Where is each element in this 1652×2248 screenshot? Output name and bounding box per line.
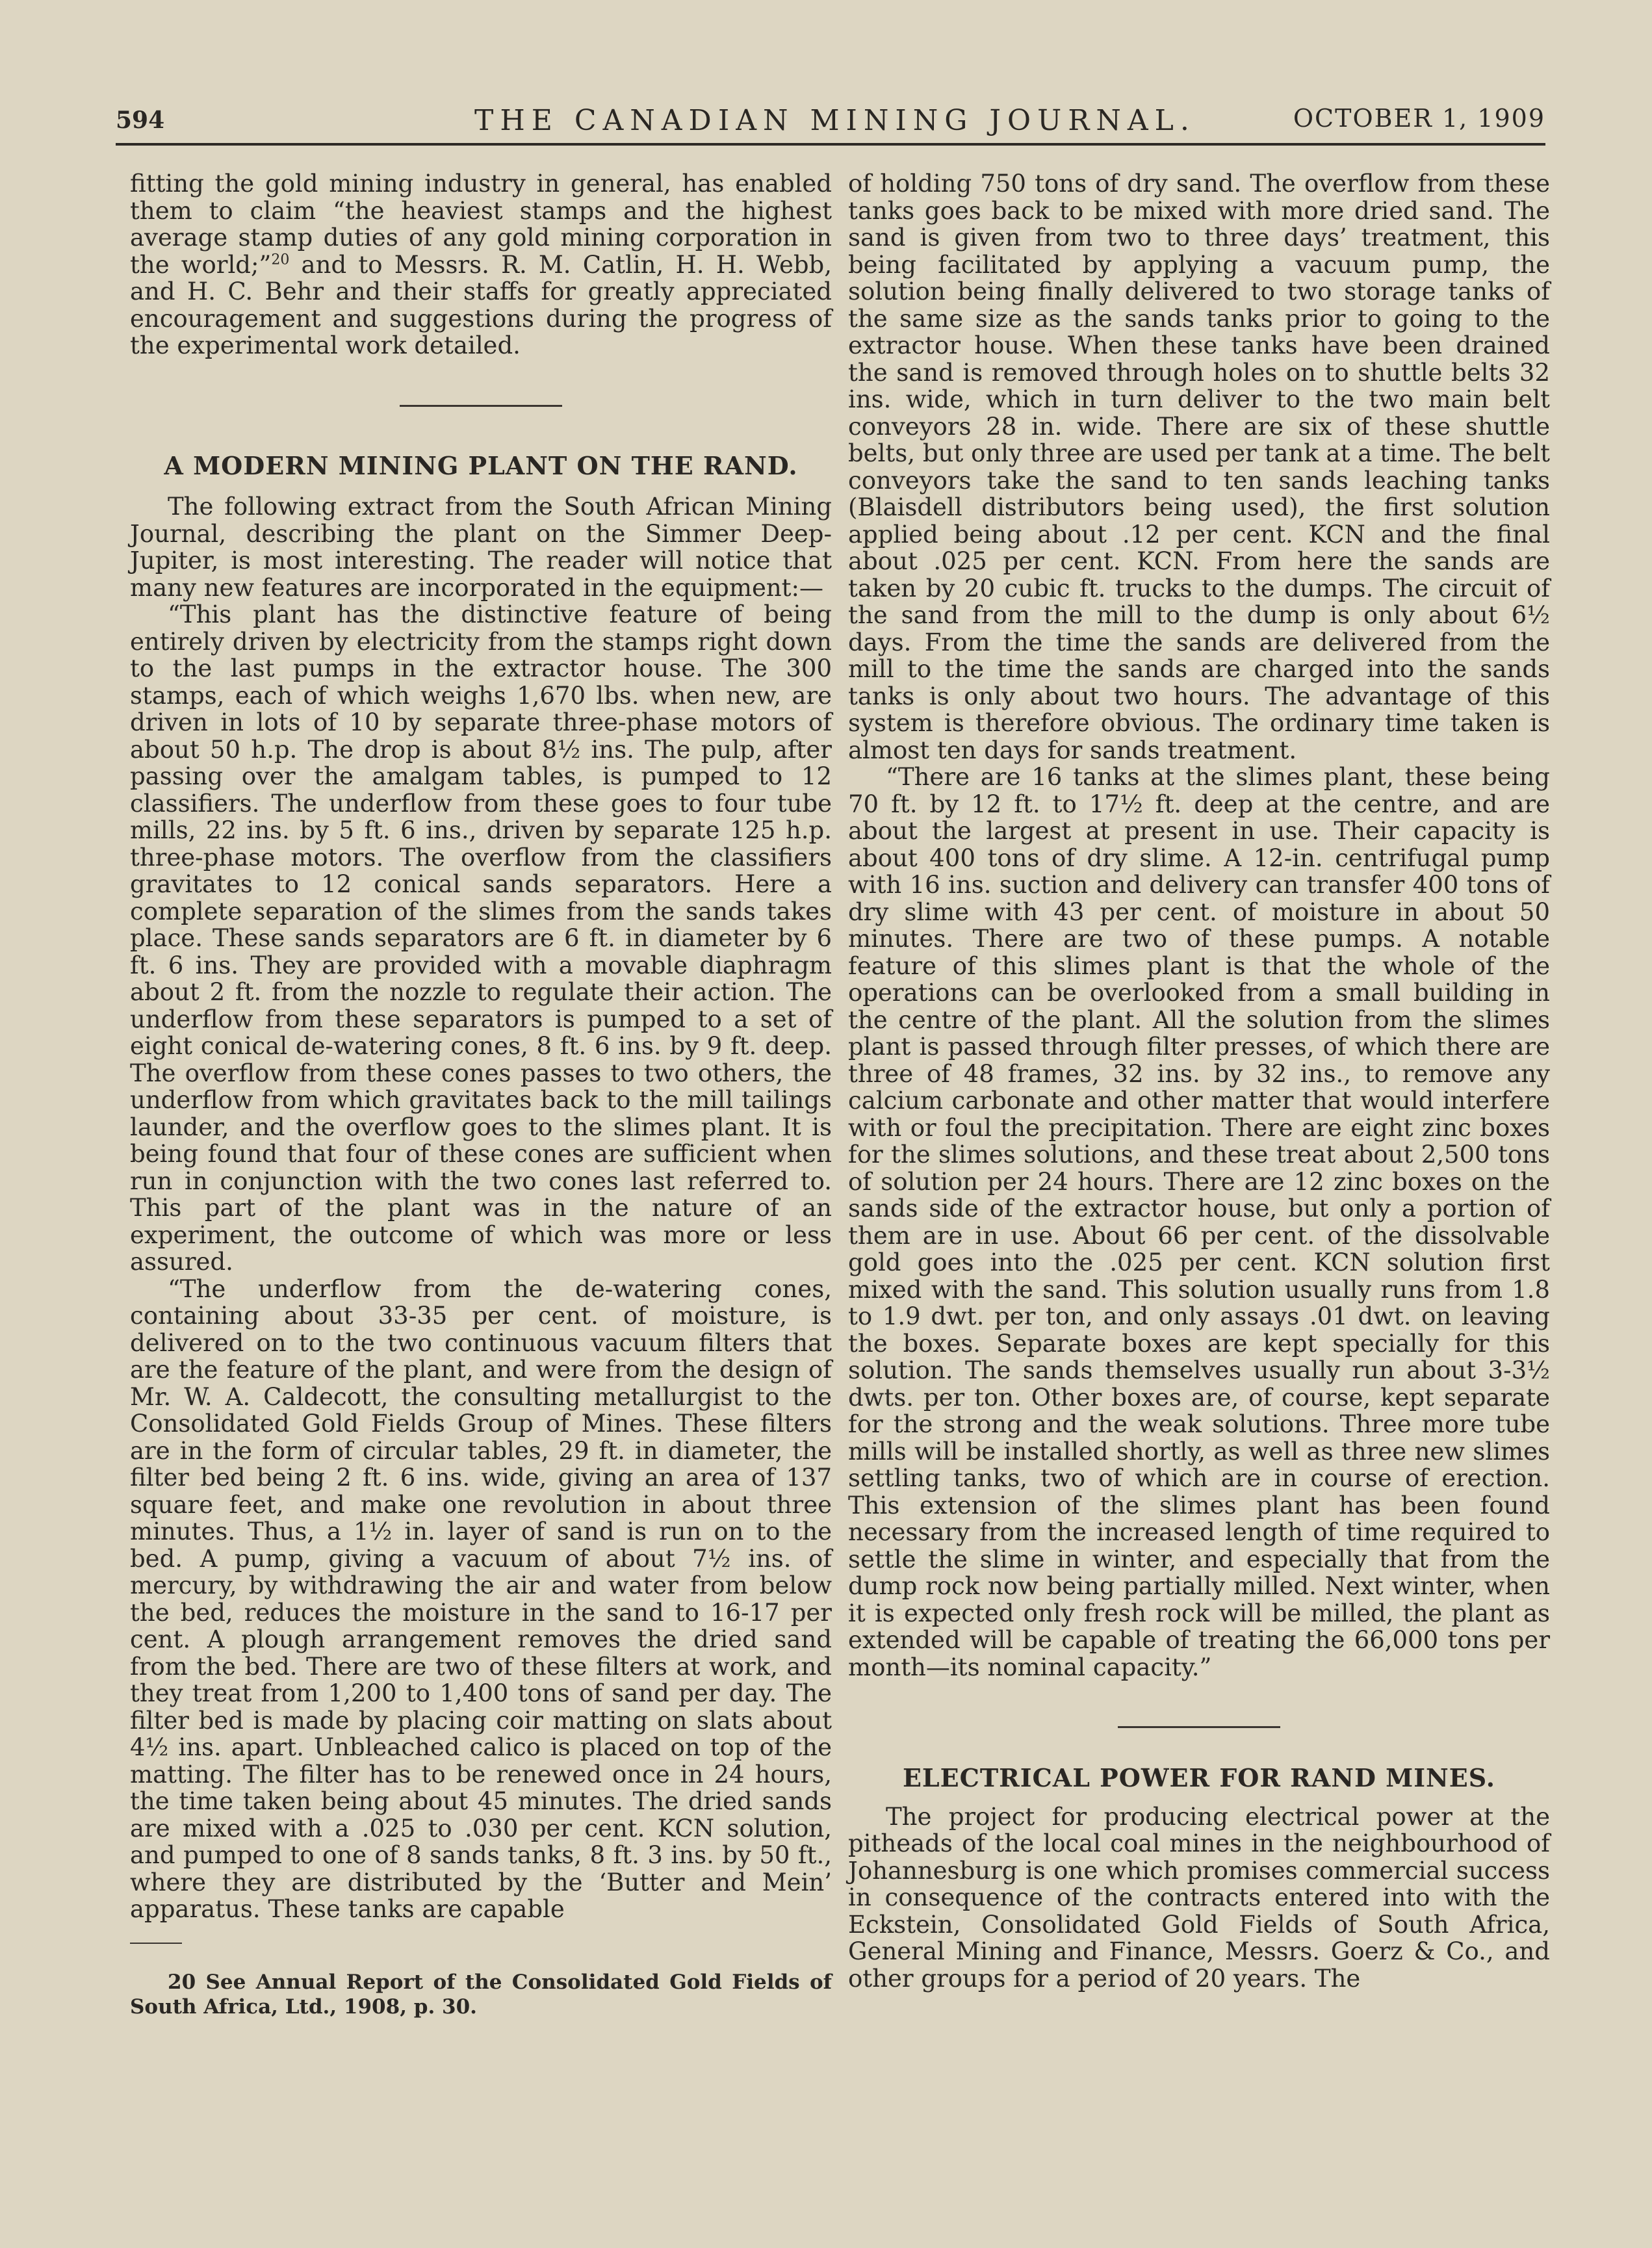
footnote-reference: 20 [271, 252, 290, 268]
section-divider [400, 405, 562, 407]
journal-title: THE CANADIAN MINING JOURNAL. [474, 104, 1196, 137]
section-divider [1118, 1726, 1280, 1728]
article-title-electrical-power: ELECTRICAL POWER FOR RAND MINES. [902, 1763, 1496, 1792]
paragraph: of holding 750 tons of dry sand. The overflow from these tanks goes back to be mixed with more dried sand. The sand is given from two to three days’ treatment, this being facilitated by applying a vacuum pump, the solution being finally delivered to two storage tanks of the same size as the sands tanks prior to going to the extractor house. When these tanks have been drained the sand is removed through holes on to shuttle belts 32 ins. wide, which in turn deliver to the two main belt conveyors 28 in. wide. There are six of these shuttle belts, but only three are used per tank at a time. The belt conveyors take the sand to ten sands leaching tanks (Blaisdell distributors being used), the first solution applied being about .12 per cent. KCN and the final about .025 per cent. KCN. From here the sands are taken by 20 cubic ft. trucks to the dumps. The circuit of the sand from the mill to the dump is only about 6½ days. From the time the sands are delivered from the mill to the time the sands are charged into the sands tanks is only about two hours. The advantage of this system is therefore obvious. The ordinary time taken is almost ten days for sands treatment. [848, 170, 1550, 764]
right-column [848, 170, 1550, 1992]
page-number: 594 [116, 107, 165, 134]
paragraph: “There are 16 tanks at the slimes plant, these being 70 ft. by 12 ft. to 17½ ft. deep at the centre, and are about the largest at present in use. Their capacity is about 400 tons of dry slime. A 12-in. centrifugal pump with 16 ins. suction and delivery can transfer 400 tons of dry slime with 43 per cent. of moisture in about 50 minutes. There are two of these pumps. A notable feature of this slimes plant is that the whole of the operations can be overlooked from a small building in the centre of the plant. All the solution from the slimes plant is passed through filter presses, of which there are three of 48 frames, 32 ins. by 32 ins., to remove any calcium carbonate and other matter that would interfere with or foul the precipitation. There are eight zinc boxes for the slimes solutions, and these treat about 2,500 tons of solution per 24 hours. There are 12 zinc boxes on the sands side of the extractor house, but only a portion of them are in use. About 66 per cent. of the dissolvable gold goes into the .025 per cent. KCN solution first mixed with the sand. This solution usually runs from 1.8 to 1.9 dwt. per ton, and only assays .01 dwt. on leaving the boxes. Separate boxes are kept specially for this solution. The sands themselves usually run about 3-3½ dwts. per ton. Other boxes are, of course, kept separate for the strong and the weak solutions. Three more tube mills will be installed shortly, as well as three new slimes settling tanks, two of which are in course of erection. This extension of the slimes plant has been found necessary from the increased length of time required to settle the slime in winter, and especially that from the dump rock now being partially milled. Next winter, when it is expected only fresh rock will be milled, the plant as extended will be capable of treating the 66,000 tons per month—its nominal capacity.” [848, 763, 1550, 1681]
intro-paragraph: fitting the gold mining industry in general, has enabled them to claim “the heaviest stamps and the highest average stamp duties of any gold mining corporation in the world;”$^{20}$ and to Messrs. R. M. Catlin, H. H. Webb, and H. C. Behr and their staffs for greatly appreciated encouragement and suggestions during the progress of the experimental work detailed. [130, 170, 832, 359]
paragraph: “The underflow from the de-watering cones, containing about 33-35 per cent. of moisture, is delivered on to the two continuous vacuum filters that are the feature of the plant, and were from the design of Mr. W. A. Caldecott, the consulting metallurgist to the Consolidated Gold Fields Group of Mines. These filters are in the form of circular tables, 29 ft. in diameter, the filter bed being 2 ft. 6 ins. wide, giving an area of 137 square feet, and make one revolution in about three minutes. Thus, a 1½ in. layer of sand is run on to the bed. A pump, giving a vacuum of about 7½ ins. of mercury, by withdrawing the air and water from below the bed, reduces the moisture in the sand to 16-17 per cent. A plough arrangement removes the dried sand from the bed. There are two of these filters at work, and they treat from 1,200 to 1,400 tons of sand per day. The filter bed is made by placing coir matting on slats about 4½ ins. apart. Unbleached calico is placed on top of the matting. The filter has to be renewed once in 24 hours, the time taken being about 45 minutes. The dried sands are mixed with a .025 to .030 per cent. KCN solution, and pumped to one of 8 sands tanks, 8 ft. 3 ins. by 50 ft., where they are distributed by the ‘Butter and Mein’ apparatus. These tanks are capable [130, 1274, 832, 1923]
footnote: 20 See Annual Report of the Consolidated Gold Fields of South Africa, Ltd., 1908, p. 30. [130, 1970, 832, 2019]
page-header [116, 97, 1545, 146]
paragraph: The following extract from the South African Mining Journal, describing the plant on the Simmer Deep-Jupiter, is most interesting. The reader will notice that many new features are incorporated in the equipment:— [130, 493, 832, 602]
article-title-modern-mining-plant: A MODERN MINING PLANT ON THE RAND. [164, 450, 798, 480]
paragraph: The project for producing electrical power at the pitheads of the local coal mines in the neighbourhood of Johannesburg is one which promises commercial success in consequence of the contracts entered into with the Eckstein, Consolidated Gold Fields of South Africa, General Mining and Finance, Messrs. Goerz & Co., and other groups for a period of 20 years. The [848, 1802, 1550, 1993]
footnote-divider [130, 1943, 182, 1944]
paragraph: “This plant has the distinctive feature of being entirely driven by electricity from the stamps right down to the last pumps in the extractor house. The 300 stamps, each of which weighs 1,670 lbs. when new, are driven in lots of 10 by separate three-phase motors of about 50 h.p. The drop is about 8½ ins. The pulp, after passing over the amalgam tables, is pumped to 12 classifiers. The underflow from these goes to four tube mills, 22 ins. by 5 ft. 6 ins., driven by separate 125 h.p. three-phase motors. The overflow from the classifiers gravitates to 12 conical sands separators. Here a complete separation of the slimes from the sands takes place. These sands separators are 6 ft. in diameter by 6 ft. 6 ins. They are provided with a movable diaphragm about 2 ft. from the nozzle to regulate their action. The underflow from these separators is pumped to a set of eight conical de-watering cones, 8 ft. 6 ins. by 9 ft. deep. The overflow from these cones passes to two others, the underflow from which gravitates back to the mill tailings launder, and the overflow goes to the slimes plant. It is being found that four of these cones are sufficient when run in conjunction with the two cones last referred to. This part of the plant was in the nature of an experiment, the outcome of which was more or less assured. [130, 601, 832, 1276]
left-column [130, 170, 832, 2019]
issue-date: OCTOBER 1, 1909 [1293, 104, 1545, 133]
